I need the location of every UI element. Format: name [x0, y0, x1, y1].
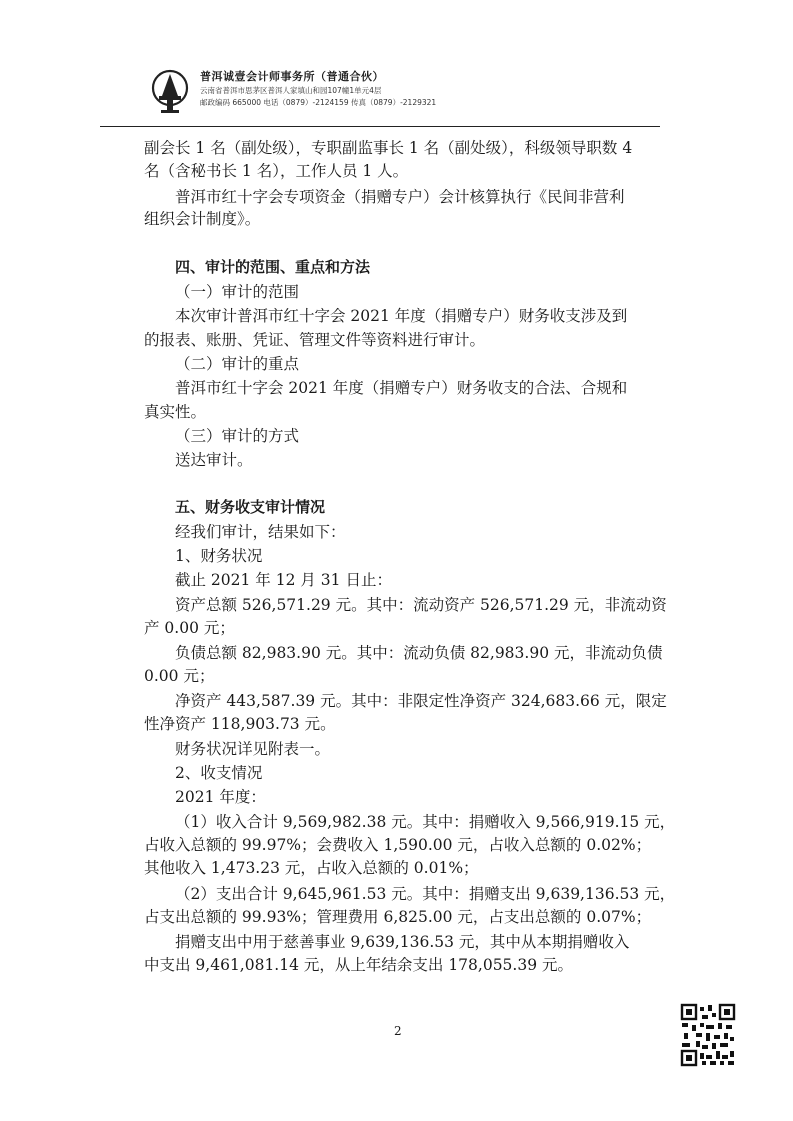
paragraph-line: （2）支出合计 9,645,961.53 元。其中：捐赠支出 9,639,136.53 元， [175, 885, 676, 903]
qr-code-icon [680, 1003, 736, 1067]
paragraph-line: 本次审计普洱市红十字会 2021 年度（捐赠专户）财务收支涉及到 [175, 307, 628, 325]
letterhead [150, 66, 710, 126]
paragraph-line: 的报表、账册、凭证、管理文件等资料进行审计。 [144, 331, 486, 349]
paragraph-line: 送达审计。 [175, 451, 253, 469]
paragraph-line: 经我们审计，结果如下： [175, 523, 346, 541]
paragraph-line: 名（含秘书长 1 名），工作人员 1 人。 [144, 162, 409, 180]
paragraph-line: 真实性。 [144, 403, 207, 421]
section-heading: 四、审计的范围、重点和方法 [175, 258, 371, 276]
paragraph-line: 副会长 1 名（副处级），专职副监事长 1 名（副处级），科级领导职数 4 [144, 139, 633, 157]
paragraph-line: 财务状况详见附表一。 [175, 740, 331, 758]
paragraph-line: 组织会计制度》。 [144, 210, 261, 228]
paragraph-line: 普洱市红十字会专项资金（捐赠专户）会计核算执行《民间非营利 [175, 188, 625, 206]
subsection-heading: 1、财务状况 [175, 547, 263, 565]
subsection-heading: （二）审计的重点 [175, 355, 300, 373]
paragraph-line: 净资产 443,587.39 元。其中：非限定性净资产 324,683.66 元，限定 [175, 692, 667, 710]
paragraph-line: 截止 2021 年 12 月 31 日止： [175, 571, 392, 589]
paragraph-line: 捐赠支出中用于慈善事业 9,639,136.53 元，其中从本期捐赠收入 [175, 933, 630, 951]
paragraph-line: （1）收入合计 9,569,982.38 元。其中：捐赠收入 9,566,919.15 元， [175, 813, 676, 831]
firm-address: 云南省普洱市思茅区普洱人家填山和园107幢1单元4层 [200, 86, 382, 95]
subsection-heading: （一）审计的范围 [175, 283, 300, 301]
paragraph-line: 0.00 元； [144, 667, 215, 685]
paragraph-line: 产 0.00 元； [144, 619, 235, 637]
paragraph-line: 占支出总额的 99.93%；管理费用 6,825.00 元，占支出总额的 0.07%； [144, 908, 652, 926]
header-rule [100, 126, 660, 127]
page-number: 2 [394, 1024, 402, 1038]
paragraph-line: 性净资产 118,903.73 元。 [144, 715, 336, 733]
paragraph-line: 占收入总额的 99.97%；会费收入 1,590.00 元，占收入总额的 0.02%； [144, 836, 652, 854]
subsection-heading: （三）审计的方式 [175, 427, 300, 445]
paragraph-line: 资产总额 526,571.29 元。其中：流动资产 526,571.29 元，非流动资 [175, 596, 667, 614]
paragraph-line: 普洱市红十字会 2021 年度（捐赠专户）财务收支的合法、合规和 [175, 379, 628, 397]
section-heading: 五、财务收支审计情况 [175, 498, 326, 516]
firm-logo-icon [150, 66, 190, 114]
subsection-heading: 2、收支情况 [175, 764, 263, 782]
paragraph-line: 2021 年度： [175, 788, 266, 806]
paragraph-line: 负债总额 82,983.90 元。其中：流动负债 82,983.90 元，非流动负债 [175, 644, 663, 662]
firm-name: 普洱诚壹会计师事务所（普通合伙） [200, 70, 384, 83]
paragraph-line: 其他收入 1,473.23 元，占收入总额的 0.01%； [144, 859, 479, 877]
paragraph-line: 中支出 9,461,081.14 元，从上年结余支出 178,055.39 元。 [144, 956, 573, 974]
firm-contact: 邮政编码 665000 电话（0879）-2124159 传真（0879）-2129321 [200, 98, 437, 107]
